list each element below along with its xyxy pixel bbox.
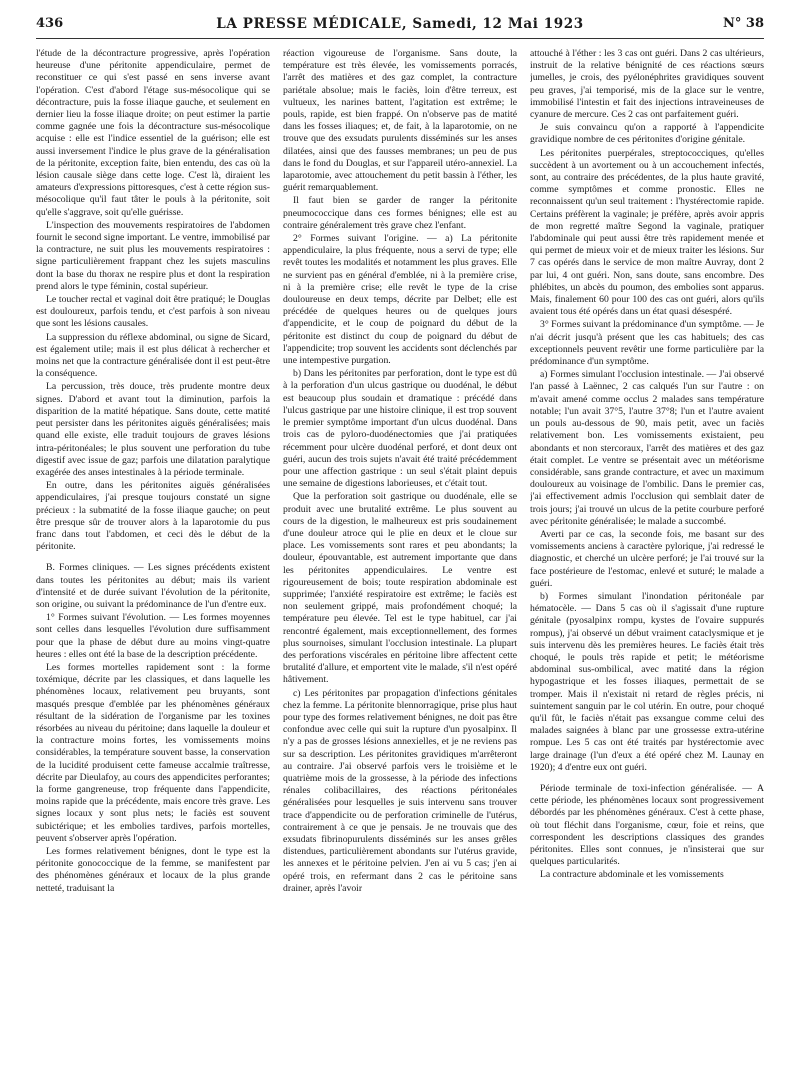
- paragraph: Les formes relativement bénignes, dont le type est la péritonite gonococcique de la femme, se manifestent par des phénomènes généraux et locaux de la plus grande netteté, traduisant la: [36, 846, 270, 894]
- paragraph: 1° Formes suivant l'évolution. — Les formes moyennes sont celles dans lesquelles l'évolution dure suffisamment pour que la phase de début dure au moins vingt-quatre heures : elles ont été la base de la description précédente.: [36, 612, 270, 660]
- paragraph: Les formes mortelles rapidement sont : la forme toxémique, décrite par les classiques, et dans laquelle les phénomènes locaux, relativement peu bruyants, sont masqués presque d'emblée par les phénomènes généraux résultant de la sidération de l'organisme par les toxines résorbées au niveau du péritoine; dans laquelle la douleur et la contracture moins fortes, les vomissements moins considérables, la température souvent basse, la conservation de la lucidité produisent cette fameuse accalmie traîtresse, décrite par Dieulafoy, au cours des appendicites perforantes; la forme gangreneuse, trop fréquente dans l'appendicite, moins rapide que la précédente, mais encore très grave. Les signes locaux y sont plus nets; le faciès est souvent subictérique; et les embolies tardives, parfois mortelles, peuvent s'observer après l'opération.: [36, 661, 270, 844]
- paragraph: Il faut bien se garder de ranger la péritonite pneumococcique dans ces formes bénignes; elle est au contraire généralement très grave chez l'enfant.: [283, 195, 517, 231]
- paragraph: c) Les péritonites par propagation d'infections génitales chez la femme. La péritonite blennorragique, prise plus haut pour type des formes relativement bénignes, ne doit pas être confondue avec celle qui suit la rupture d'un pyosalpinx. Il n'y a pas de grosses lésions annexielles, et je ne reviens pas sur sa description. Les péritonites gravidiques m'arrêteront au contraire. J'ai observé parfois vers le troisième et le quatrième mois de la grossesse, à la période des infections rénales colibacillaires, des réactions péritonéales généralisées pour lesquelles je suis intervenu sans trouver trace d'appendicite ou de perforation criminelle de l'utérus, contrairement à ce que je pensais. Je ne trouvais que des exsudats fibrinopurulents disséminés sur les anses grêles distendues, particulièrement abondants sur l'utérus gravide, les annexes et le péritoine pelvien. J'en ai vu 5 cas; j'en ai opéré trois, en refermant dans 2 cas le péritoine sans drainer, après l'avoir: [283, 687, 517, 894]
- paragraph: l'étude de la décontracture progressive, après l'opération heureuse d'une péritonite appendiculaire, permet de reconstituer ce qui s'est passé en sens inverse avant l'opération. C'est d'abord l'étage sus-mésocolique qui se décontracture, puis la fosse iliaque gauche, et seulement en dernier lieu la fosse iliaque droite; on peut estimer la partie comme gagnée une fois la décontracture sus-mésocolique acquise : elle est l'indice essentiel de la guérison; elle est aussi inversement l'indice le plus grave de la généralisation de la péritonite, exception faite, bien entendu, des cas où la lésion causale siège dans cette loge. C'est là, diraient les amateurs d'expressions pittoresques, c'est à cette région sus-mésocolique qu'il faut tâter le pouls à la péritonite, soit qu'elle s'aggrave, soit qu'elle guérisse.: [36, 48, 270, 218]
- issue-number: N° 38: [723, 16, 764, 31]
- paragraph: Le toucher rectal et vaginal doit être pratiqué; le Douglas est douloureux, parfois tendu, et c'est parfois à son niveau que sont les lésions causales.: [36, 294, 270, 330]
- paragraph: La percussion, très douce, très prudente montre deux signes. D'abord et avant tout la diminution, parfois la disparition de la matité hépatique. Sans doute, cette matité peut persister dans les péritonites aiguës généralisées; mais quand elle existe, elle traduit toujours de graves lésions intra-péritonéales; le plus souvent une perforation du tube digestif avec issue de gaz; parfois une dilatation paralytique exagérée des anses intestinales à la période terminale.: [36, 381, 270, 478]
- column-2: [283, 48, 517, 1074]
- paragraph: Les péritonites puerpérales, streptococciques, qu'elles succèdent à un avortement ou à un accouchement infectés, sont, au contraire des précédentes, de la plus haute gravité, comme symptômes et comme pronostic. Elles ne reconnaissent qu'un seul traitement : l'hystérectomie rapide. Certains préfèrent la vaginale; je préfère, après avoir appris de mon regretté maître Segond la vaginale, pratiquer l'abdominale qui peut aussi être très rapidement menée et qui permet de mieux voir et de mieux traiter les lésions. Sur 7 cas opérés dans le service de mon maître Auvray, dont 2 par lui, 4 ont guéri. Non, sans doute, sans encombre. Des phlébites, un abcès du poumon, des embolies sont apparus. Mais, finalement 60 pour 100 des cas ont guéri, alors qu'ils avaient tous été opérés dans un état quasi désespéré.: [530, 147, 764, 318]
- page-header: [36, 16, 764, 38]
- section-paragraph: B. Formes cliniques. — Les signes précédents existent dans toutes les péritonites au début; mais ils varient d'intensité et de durée suivant l'évolution de la péritonite, son origine, ou suivant la prédominance de l'un d'entre eux.: [36, 562, 270, 610]
- paragraph: En outre, dans les péritonites aiguës généralisées appendiculaires, j'ai presque toujours constaté un signe précieux : la submatité de la fosse iliaque gauche; on peut être presque sûr de trouver alors à la laparotomie du pus franc dans tout l'abdomen, et ceci dès le début de la péritonite.: [36, 480, 270, 553]
- paragraph: a) Formes simulant l'occlusion intestinale. — J'ai observé l'an passé à Laënnec, 2 cas calqués l'un sur l'autre : on m'avait amené comme occlus 2 malades sans température notable; l'un avait 37°5, l'autre 37°8; l'un et l'autre avaient un pouls au-dessous de 90, mais petit, avec un faciès relativement bon. Les vomissements existaient, peu abondants et non stercoraux, l'arrêt des matières et des gaz était complet. Le ventre se présentait avec un météorisme considérable, sans grande contracture, et avec un maximum douloureux au voisinage de l'ombilic. Dans le premier cas, j'ai effectivement admis l'occlusion qui semblait dater de trois jours; j'ai trouvé un ulcus de la petite courbure perforé avec péritonite généralisée; le malade a succombé.: [530, 369, 764, 527]
- paragraph: Que la perforation soit gastrique ou duodénale, elle se produit avec une brutalité extrême. Le plus souvent au cours de la digestion, le malheureux est pris soudainement d'une douleur atroce qui le plie en deux et le cloue sur place. Les vomissements sont rares et peu abondants; la douleur, épouvantable, est autrement importante que dans les péritonites appendiculaires. Le ventre est rigoureusement de bois; toute respiration abdominale est supprimée; l'anxiété respiratoire est extrême; le faciès est non seulement grippé, mais profondément choqué; la température peu élevée. Tel est le type habituel, car j'ai rencontré également, mais exceptionnellement, des formes plus sournoises, simulant l'occlusion intestinale. La plupart des perforations viscérales en péritoine libre affectent cette brutalité d'allure, et emportent vite le malade, s'il n'est opéré hâtivement.: [283, 491, 517, 686]
- paragraph: b) Formes simulant l'inondation péritonéale par hématocèle. — Dans 5 cas où il s'agissait d'une rupture génitale (pyosalpinx rompu, kystes de l'ovaire suppurés rompus), j'ai observé un début vraiment cataclysmique et je suis intervenu dès les premières heures. Le faciès était très choqué, le pouls très rapide et petit; le météorisme abdominal sus-ombilical, avec matité dans la région hypogastrique et les fosses iliaques, permettait de se tromper. Mais il n'existait ni retard de règles précis, ni suintement sanguin par le col utérin. En outre, pour choqué qu'il fût, le faciès n'était pas exsangue comme celui des malades saignées à blanc par une grossesse extra-utérine rompue. Les 5 cas ont été traités par hystérectomie avec large drainage (l'un d'eux a été opéré chez M. Launay en 1920); 4 d'entre eux ont guéri.: [530, 590, 764, 773]
- paragraph: 3° Formes suivant la prédominance d'un symptôme. — Je n'ai décrit jusqu'à présent que les cas habituels; des cas exceptionnels peuvent revêtir une forme particulière par la prédominance d'un symptôme.: [530, 319, 764, 368]
- paragraph: La suppression du réflexe abdominal, ou signe de Sicard, est également utile; mais il est plus délicat à rechercher et moins net que la contracture généralisée dont il est peut-être la conséquence.: [36, 331, 270, 380]
- header-rule: [36, 38, 764, 39]
- journal-title: LA PRESSE MÉDICALE, Samedi, 12 Mai 1923: [216, 16, 584, 32]
- paragraph: 2° Formes suivant l'origine. — a) La péritonite appendiculaire, la plus fréquente, nous a servi de type; elle revêt toutes les modalités et notamment les plus graves. Elle ne survient pas en général d'emblée, ni à la première crise, ni à la première crise; elle revêt le type de la crise douloureuse en deux temps, décrite par Delbet; elle est précédée de quelques heures ou de quelques jours d'appendicite, et le coup de poignard du début de la péritonite est distinct du coup de poignard du début de l'appendicite; trop souvent les accidents sont déclenchés par une intempestive purgation.: [283, 233, 517, 367]
- paragraph: L'inspection des mouvements respiratoires de l'abdomen fournit le second signe important. Le ventre, immobilisé par la contracture, ne suit plus les mouvements respiratoires : signe particulièrement frappant chez les sujets masculins dont la base du thorax ne respire plus et dont la respiration prend alors le type féminin, costal supérieur.: [36, 219, 270, 292]
- section-paragraph: Période terminale de toxi-infection généralisée. — A cette période, les phénomènes locaux sont progressivement débordés par les phénomènes généraux. C'est à cette phase, où tout fléchit dans l'organisme, cœur, foie et reins, que correspondent les descriptions classiques des grandes péritonites. Elles sont connues, je n'insisterai que sur quelques particularités.: [530, 782, 764, 868]
- paragraph: réaction vigoureuse de l'organisme. Sans doute, la température est très élevée, les vomissements porracés, l'arrêt des matières et des gaz complet, la contracture pariétale absolue; mais le faciès, loin d'être terreux, est vultueux, les narines battent, l'agitation est extrême; le pouls, rapide, est bien frappé. On n'observe pas de matité dans les fosses iliaques; et, de fait, à la laparotomie, on ne trouve que des exsudats purulents disséminés sur les anses dilatées, ainsi que des fausses membranes; un peu de pus dans le fond du Douglas, et sur l'appareil utéro-annexiel. La laparotomie, avec attouchement du petit bassin à l'éther, les guérit remarquablement.: [283, 48, 517, 194]
- paragraph: La contracture abdominale et les vomissements: [540, 869, 724, 881]
- page-number: 436: [36, 16, 64, 31]
- paragraph: b) Dans les péritonites par perforation, dont le type est dû à la perforation d'un ulcus gastrique ou duodénal, le début est beaucoup plus soudain et dramatique : précédé dans l'ulcus gastrique par une histoire clinique, il est trop souvent le premier symptôme important d'un ulcus duodénal. Dans trois cas de pyloro-duodénectomies que j'ai pratiquées récemment pour ulcère duodénal perforé, et dont deux ont guéri, aucun des trois sujets n'avait été traité précédemment pour une affection gastrique : un seul s'était plaint depuis une semaine de digestions laborieuses, et c'était tout.: [283, 368, 517, 490]
- column-1: [36, 48, 270, 1074]
- paragraph: Je suis convaincu qu'on a rapporté à l'appendicite gravidique nombre de ces péritonites d'origine génitale.: [530, 122, 764, 146]
- paragraph: Averti par ce cas, la seconde fois, me basant sur des vomissements anciens à caractère pylorique, j'ai redressé le diagnostic, et cherché un ulcère perforé; je l'ai trouvé sur la face postérieure de l'estomac, enlevé et suturé; le malade a guéri.: [530, 528, 764, 589]
- column-3: [530, 48, 764, 1074]
- paragraph: attouché à l'éther : les 3 cas ont guéri. Dans 2 cas ultérieurs, instruit de la relative bénignité de ces réactions sœurs jumelles, je crois, des pyélonéphrites gravidiques souvent peu graves, j'ai temporisé, mis de la glace sur le ventre, immobilisé l'intestin et fait des injections intraveineuses de cyanure de mercure. Ces 2 cas ont parfaitement guéri.: [530, 48, 764, 121]
